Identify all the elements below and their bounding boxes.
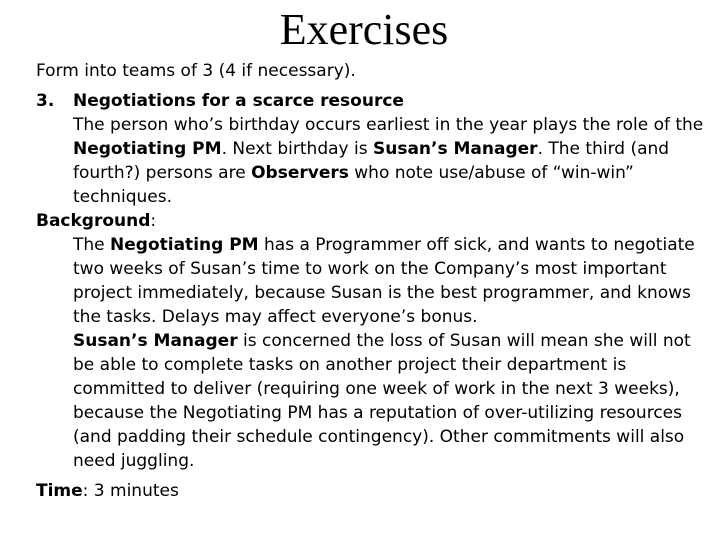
bg-p2-rest: is concerned the loss of Susan will mean she will not be able to complete tasks on another project their department is committed to deliver (requiring one week of work in the next 3 weeks), because the Negotiating PM has a reputation of over-utilizing resources (and padding their schedule contingency). Other commitments will also need juggling. xyxy=(73,331,691,471)
item-heading-text: Negotiations for a scarce resource xyxy=(73,91,404,111)
time-line xyxy=(36,479,716,503)
roles-text-3: . The third (and fourth?) persons are xyxy=(73,139,670,183)
bg-p1-rest: has a Programmer off sick, and wants to negotiate two weeks of Susan’s time to work on the Company’s most important project immediately, because Susan is the best programmer, and knows the tasks. Delays may affect everyone’s bonus. xyxy=(73,235,695,327)
time-value: : 3 minutes xyxy=(82,481,179,501)
item-heading xyxy=(36,89,716,113)
roles-text-4: who note use/abuse of “win-win” techniques. xyxy=(73,163,634,207)
item-number: 3. xyxy=(36,91,55,111)
roles-text-2: . Next birthday is xyxy=(221,139,373,159)
role-negotiating-pm: Negotiating PM xyxy=(73,139,222,159)
intro-text: Form into teams of 3 (4 if necessary). xyxy=(36,61,356,81)
slide-body xyxy=(36,59,716,503)
role-susans-manager: Susan’s Manager xyxy=(372,139,538,159)
time-label: Time xyxy=(36,481,83,501)
background-label: Background xyxy=(36,211,151,231)
bg-p1-bold: Negotiating PM xyxy=(110,235,259,255)
role-observers: Observers xyxy=(251,163,349,183)
background-paragraph-2 xyxy=(36,329,716,473)
bg-p2-bold: Susan’s Manager xyxy=(73,331,238,351)
background-paragraph-1 xyxy=(36,233,716,329)
background-heading xyxy=(36,209,716,233)
roles-paragraph xyxy=(36,113,716,209)
background-colon: : xyxy=(150,211,157,231)
roles-text-1: The person who’s birthday occurs earliest in the year plays the role of the xyxy=(73,115,704,135)
slide-title: Exercises xyxy=(279,5,449,54)
bg-p1-prefix: The xyxy=(73,235,111,255)
